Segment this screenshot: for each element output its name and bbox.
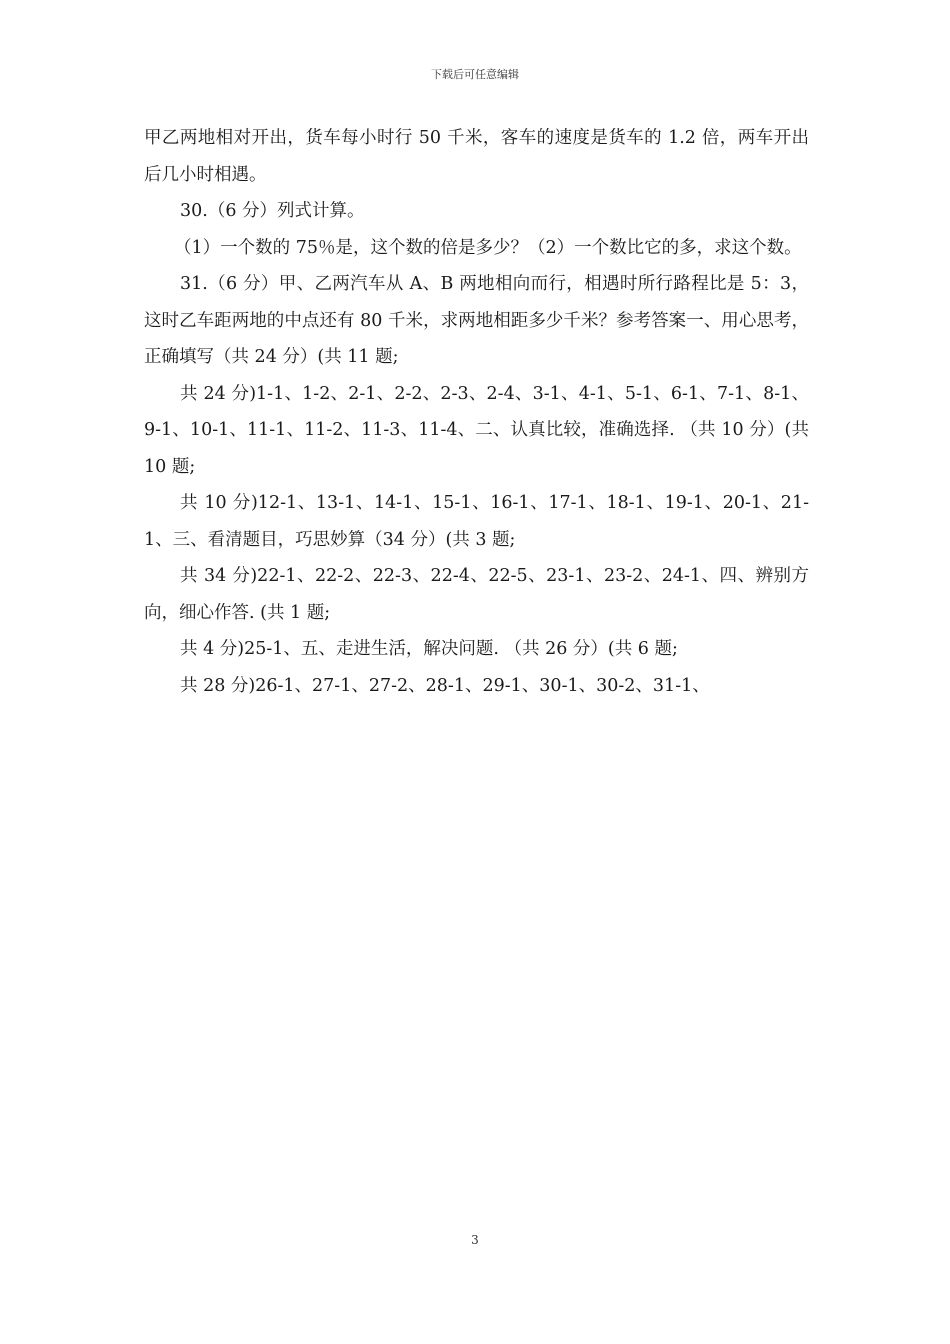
answer-section-1: 共 24 分)1-1、1-2、2-1、2-2、2-3、2-4、3-1、4-1、5-1、6-1、7-1、8-1、9-1、10-1、11-1、11-2、11-3、11-4、二、认真比较，准确选择. （共 10 分）(共 10 题;	[144, 383, 809, 477]
answer-section-2: 共 10 分)12-1、13-1、14-1、15-1、16-1、17-1、18-1、19-1、20-1、21-1、三、看清题目，巧思妙算（34 分）(共 3 题;	[144, 493, 809, 550]
page-header: 下载后可任意编辑	[431, 68, 519, 81]
answer-section-5: 共 28 分)26-1、27-1、27-2、28-1、29-1、30-1、30-2、31-1、	[180, 675, 710, 696]
page-number: 3	[471, 1233, 479, 1247]
problem-30-heading: 30.（6 分）列式计算。	[180, 201, 365, 221]
answer-section-3: 共 34 分)22-1、22-2、22-3、22-4、22-5、23-1、23-2、24-1、四、辨别方向，细心作答. (共 1 题;	[144, 566, 809, 623]
answer-section-4: 共 4 分)25-1、五、走进生活，解决问题. （共 26 分）(共 6 题;	[180, 639, 678, 659]
problem-30-text: （1）一个数的 75％是，这个数的倍是多少？（2）一个数比它的多，求这个数。	[174, 237, 802, 258]
document-body	[144, 120, 809, 704]
problem-29-text: 甲乙两地相对开出，货车每小时行 50 千米，客车的速度是货车的 1.2 倍，两车开出后几小时相遇。	[144, 128, 809, 185]
problem-31-text: 31.（6 分）甲、乙两汽车从 A、B 两地相向而行，相遇时所行路程比是 5：3，这时乙车距两地的中点还有 80 千米，求两地相距多少千米？参考答案一、用心思考，正确填写（共 24 分）(共 11 题;	[144, 274, 809, 367]
